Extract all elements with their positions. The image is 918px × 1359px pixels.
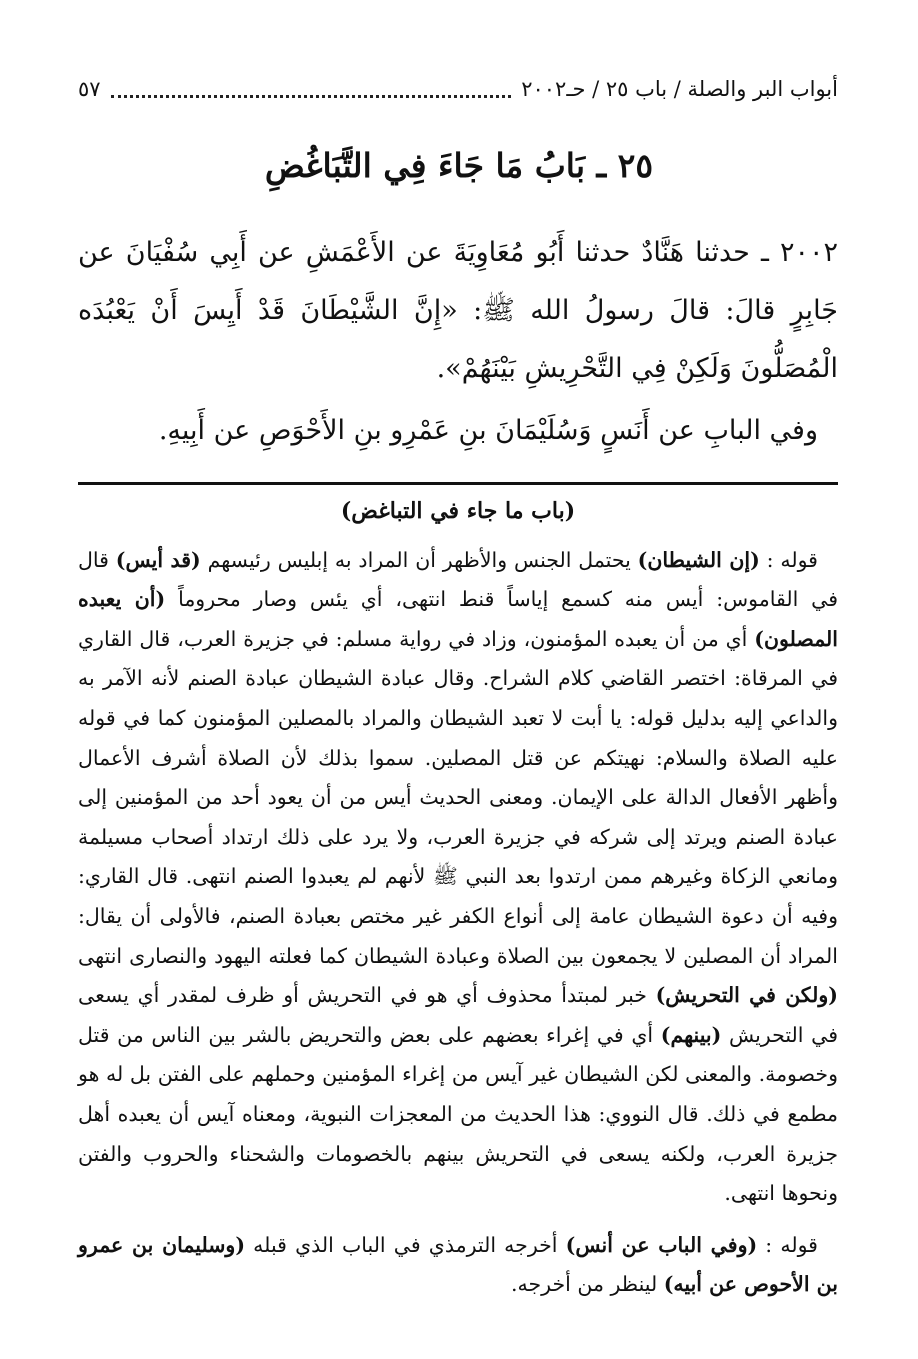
text-run: خبر لمبتدأ محذوف أي هو في التحريش أو ظرف لمقدر أي يسعى في التحريش [78, 983, 838, 1047]
chapter-title: ٢٥ ـ بَابُ مَا جَاءَ فِي التَّبَاغُضِ [264, 146, 654, 185]
header-title: أبواب البر والصلة / باب ٢٥ / حـ٢٠٠٢ [521, 77, 838, 101]
page-number: ٥٧ [78, 77, 101, 101]
text-run: أخرجه الترمذي في الباب الذي قبله [245, 1232, 566, 1257]
text-run: أي في إغراء بعضهم على بعض والتحريض بالشر بين الناس من قتل وخصومة. والمعنى لكن الشيطان غير آيس من إغراء المؤمنين وحملهم على الفتن بل له هو مطمع في ذلك. قال النووي: هذا الحديث من المعجزات النبوية، ومعناه آيس أن يعبده أهل جزيرة العرب، ولكنه يسعى في التحريش بينهم بالخصومات والشحناء والحروب والفتن ونحوها انتهى. [78, 1022, 838, 1206]
section-divider [78, 482, 838, 485]
header-dot-leader [111, 81, 512, 98]
bold-quote: (بينهم) [660, 1022, 722, 1047]
text-run: أي من أن يعبده المؤمنون، وزاد في رواية مسلم: في جزيرة العرب، قال القاري في المرقاة: اختصر القاضي كلام الشراح. وقال عبادة الشيطان عبادة الصنم لأنه الآمر به والداعي إليه بدليل قوله: يا أبت لا تعبد الشيطان والمراد بالمصلين المؤمنون كما في قوله عليه الصلاة والسلام: نهيتكم عن قتل المصلين. سموا بذلك لأن الصلاة أشرف الأعمال وأظهر الأفعال الدالة على الإيمان. ومعنى الحديث أيس من أن يعود أحد من المؤمنين إلى عبادة الصنم ويرتد إلى شركه في جزيرة العرب، ولا يرد على ذلك ارتداد أصحاب مسيلمة ومانعي الزكاة وغيرهم ممن ارتدوا بعد النبي ﷺ لأنهم لم يعبدوا الصنم انتهى. قال القاري: وفيه أن دعوة الشيطان عامة إلى أنواع الكفر غير مختص بعبادة الصنم، فالأولى أن يقال: المراد أن المصلين لا يجمعون بين الصلاة وعبادة الشيطان كما فعلته اليهود والنصارى انتهى [78, 626, 838, 968]
text-run: قوله : [757, 1232, 818, 1257]
bold-quote: (وسليمان بن عمرو بن الأحوص عن أبيه) [78, 1232, 838, 1297]
bold-quote: (وفي الباب عن أنس) [565, 1232, 758, 1257]
hadith-text: ٢٠٠٢ ـ حدثنا هَنَّادٌ حدثنا أَبُو مُعَاوِيَةَ عن الأَعْمَشِ عن أَبِي سُفْيَانَ عن جَابِرٍ قالَ: قالَ رسولُ الله ﷺ: «إِنَّ الشَّيْطَانَ قَدْ أَيِسَ أَنْ يَعْبُدَه الْمُصَلُّونَ وَلَكِنْ فِي التَّحْرِيشِ بَيْنَهُمْ». [78, 237, 838, 384]
bold-quote: (ولكن في التحريش) [655, 983, 838, 1008]
text-run: لينظر من أخرجه. [510, 1272, 664, 1297]
text-run: قال في القاموس: أيس منه كسمع إياساً قنط انتهى، أي يئس وصار محروماً [78, 547, 839, 612]
bold-quote: (قد أيس) [115, 547, 201, 572]
bold-quote: (أن يعبده المصلون) [78, 587, 838, 651]
commentary-paragraph-2 [78, 1226, 838, 1305]
commentary-title: (باب ما جاء في التباغض) [340, 498, 576, 524]
text-run: يحتمل الجنس والأظهر أن المراد به إبليس رئيسهم [200, 547, 638, 572]
running-header [78, 72, 838, 106]
bold-quote: (إن الشيطان) [637, 547, 760, 572]
commentary-paragraph-1 [78, 541, 838, 1214]
hadith-section [78, 224, 838, 460]
commentary-section [78, 492, 838, 1305]
hadith-note: وفي البابِ عن أَنَسٍ وَسُلَيْمَانَ بنِ عَمْرِو بنِ الأَحْوَصِ عن أَبِيهِ. [158, 415, 818, 446]
text-run: قوله : [759, 547, 818, 572]
